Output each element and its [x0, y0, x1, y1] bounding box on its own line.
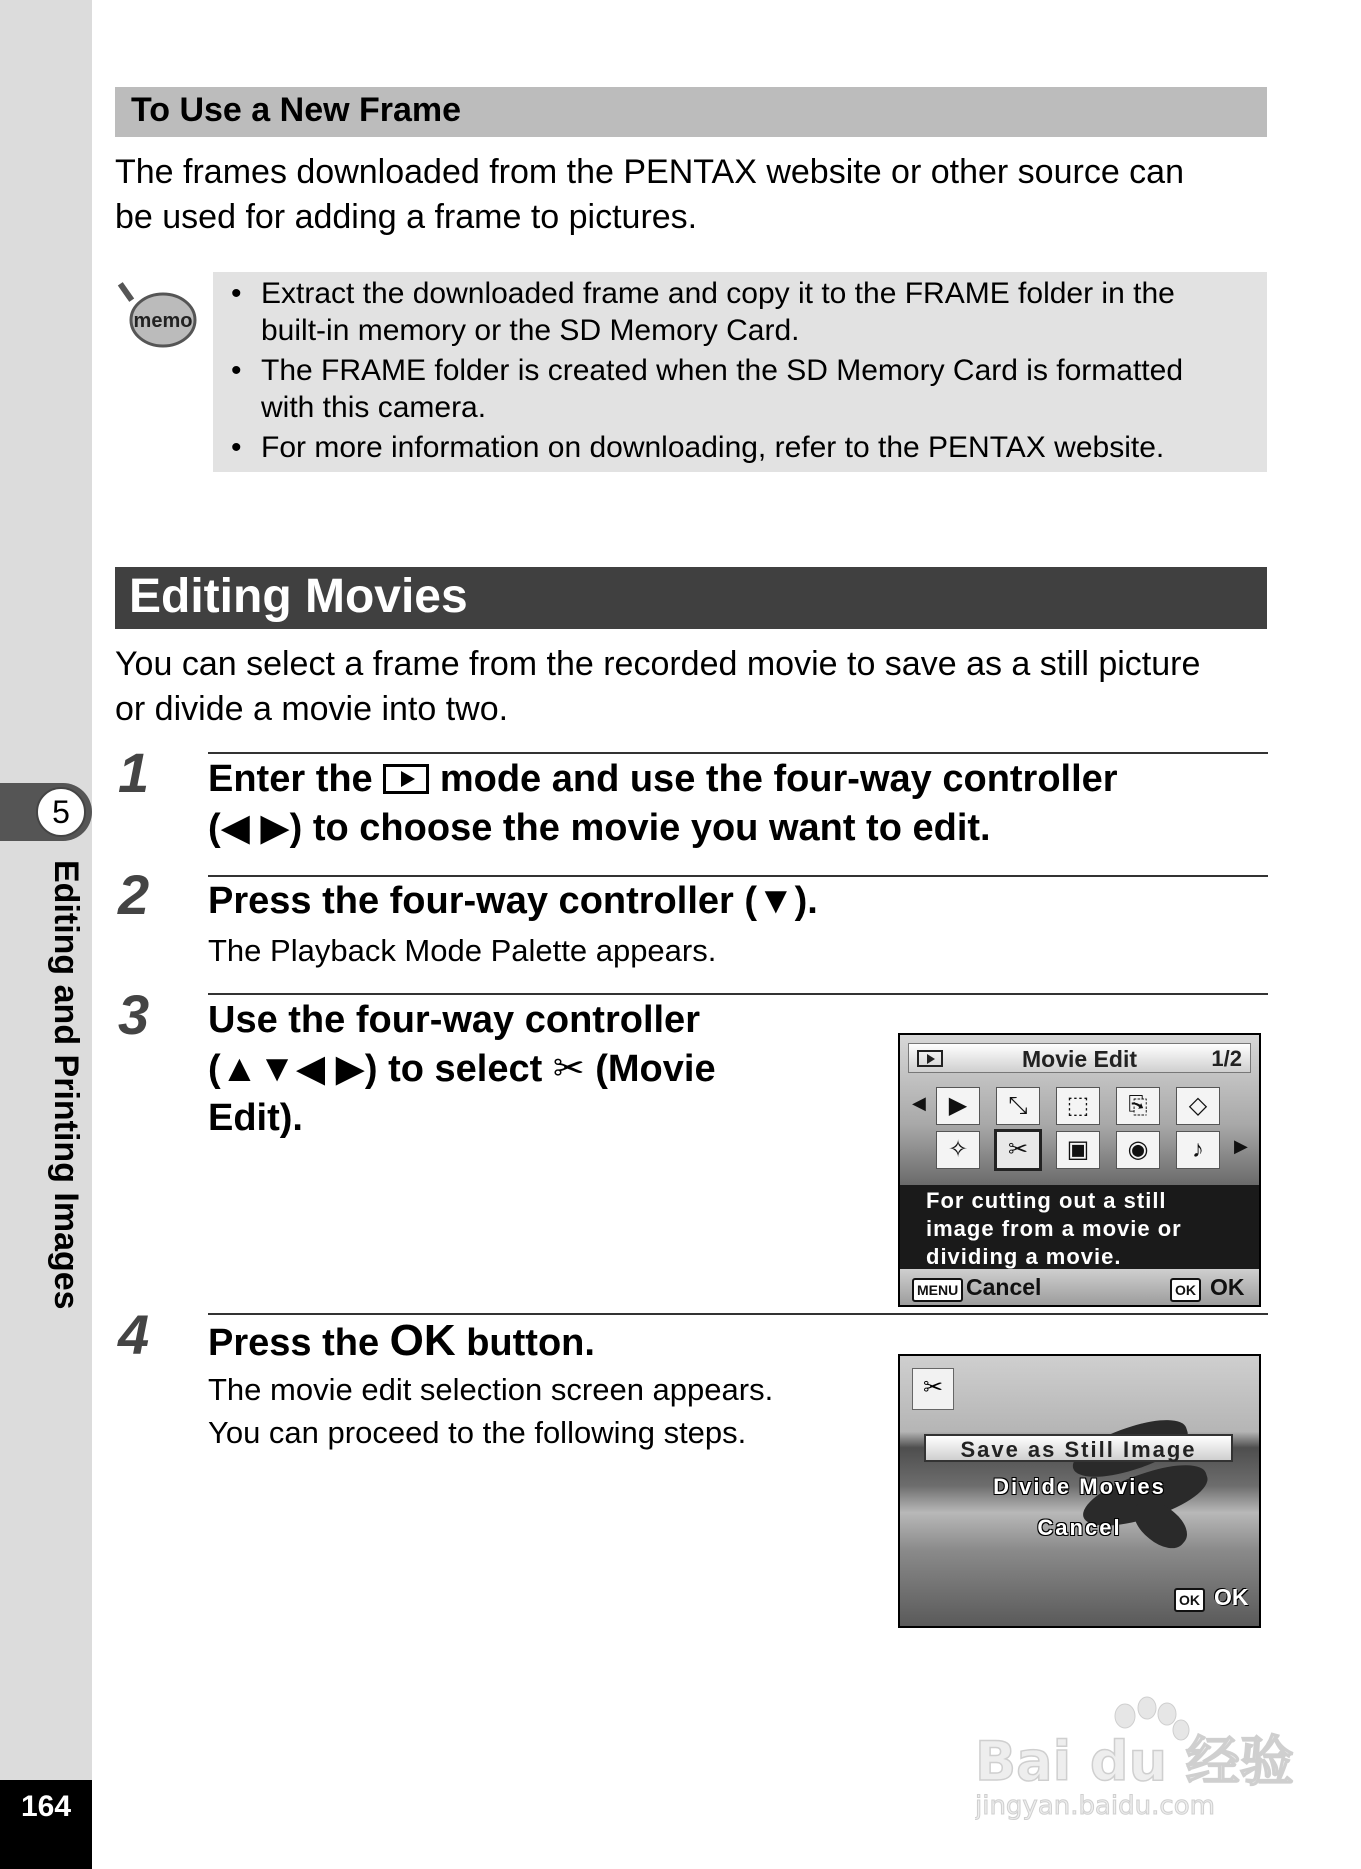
memo-bullet-line: with this camera. [261, 391, 487, 424]
step-4-body [208, 1368, 773, 1454]
rotate-icon[interactable]: ◇ [1176, 1087, 1220, 1125]
movie-edit-icon[interactable]: ✂ [994, 1129, 1042, 1171]
intro-line: be used for adding a frame to pictures. [115, 198, 698, 236]
chapter-title: Editing and Printing Images [47, 860, 85, 1310]
memo-icon-label: memo [133, 310, 193, 332]
memo-box [213, 272, 1267, 472]
step-text: The movie edit selection screen appears. [208, 1372, 774, 1407]
memo-bullet [213, 275, 1267, 349]
copy-protect-icon[interactable]: ⎘ [1116, 1087, 1160, 1125]
step-text: (◀ ▶) to choose the movie you want to edit. [208, 807, 991, 849]
menu-item-cancel[interactable]: Cancel [1037, 1515, 1122, 1540]
ok-label: OK [1214, 1584, 1249, 1610]
step-4-heading [208, 1316, 595, 1368]
editing-movies-intro [115, 642, 1275, 732]
step-text: (▲▼◀ ▶) to select [208, 1048, 543, 1090]
resize-icon[interactable]: ⤡ [996, 1087, 1040, 1125]
left-arrow-icon[interactable]: ◀ [912, 1093, 926, 1113]
step-3-heading [208, 996, 716, 1143]
intro-line: You can select a frame from the recorded movie to save as a still picture [115, 645, 1201, 683]
playback-palette-screen [898, 1033, 1261, 1307]
editing-movies-heading-bar [115, 567, 1267, 629]
movie-edit-selection-screen [898, 1354, 1261, 1628]
step-text: mode and use the four-way controller [439, 758, 1118, 800]
menu-key-badge[interactable]: MENU [912, 1278, 963, 1302]
palette-description-box [900, 1185, 1259, 1269]
memo-bullet [213, 352, 1267, 426]
step-text: Use the four-way controller [208, 999, 700, 1041]
intro-line: or divide a movie into two. [115, 690, 509, 728]
step-divider [208, 993, 1268, 995]
playback-mode-icon [383, 764, 429, 794]
memo-bullet-line: • The FRAME folder is created when the SD Memory Card is formatted [261, 354, 1184, 387]
new-frame-intro [115, 150, 1275, 240]
step-2-heading: Press the four-way controller (▼). [208, 880, 818, 922]
red-eye-icon[interactable]: ◉ [1116, 1131, 1160, 1169]
movie-edit-icon: ✂ [552, 1048, 585, 1090]
memo-icon [117, 280, 197, 350]
ok-key-badge[interactable]: OK [1170, 1278, 1201, 1302]
frame-icon[interactable]: ▣ [1056, 1131, 1100, 1169]
memo-bullet-line: • Extract the downloaded frame and copy it to the FRAME folder in the [261, 277, 1175, 310]
palette-description: For cutting out a still image from a movie or dividing a movie. [926, 1188, 1182, 1269]
ok-key-badge[interactable]: OK [1174, 1588, 1205, 1612]
new-frame-heading: To Use a New Frame [131, 91, 462, 129]
page-number: 164 [20, 1790, 72, 1823]
right-arrow-icon[interactable]: ▶ [1234, 1136, 1248, 1156]
step-text: Enter the [208, 758, 373, 800]
memo-bullet [213, 429, 1267, 466]
step-number: 2 [118, 863, 150, 926]
new-frame-heading-bar [115, 87, 1267, 137]
step-number: 3 [118, 983, 150, 1046]
step-text: You can proceed to the following steps. [208, 1415, 747, 1450]
step-divider [208, 1313, 1268, 1315]
ok-button-glyph: OK [389, 1316, 456, 1365]
crop-icon[interactable]: ⬚ [1056, 1087, 1100, 1125]
step-2-body: The Playback Mode Palette appears. [208, 933, 717, 968]
menu-item-divide-movies[interactable]: Divide Movies [993, 1474, 1166, 1499]
step-divider [208, 752, 1268, 754]
step-text: (Movie [595, 1048, 716, 1090]
movie-edit-icon: ✂ [912, 1368, 954, 1410]
step-number: 4 [118, 1303, 150, 1366]
filter-icon[interactable]: ✧ [936, 1131, 980, 1169]
watermark-line2: jingyan.baidu.com [975, 1791, 1215, 1820]
step-text: Press the [208, 1322, 380, 1364]
editing-movies-heading: Editing Movies [129, 570, 468, 623]
palette-title: Movie Edit [1021, 1046, 1137, 1072]
cancel-label: Cancel [966, 1274, 1042, 1300]
ok-label: OK [1210, 1274, 1245, 1300]
memo-bullet-line: • For more information on downloading, refer to the PENTAX website. [261, 431, 1165, 464]
step-1-heading [208, 755, 1118, 853]
palette-footer [900, 1269, 1259, 1307]
step-text: button. [466, 1322, 595, 1364]
step-number: 1 [118, 741, 150, 804]
step-text: Edit). [208, 1097, 303, 1139]
palette-page: 1/2 [1211, 1046, 1242, 1071]
baidu-watermark [975, 1690, 1305, 1820]
voice-memo-icon[interactable]: ♪ [1176, 1131, 1220, 1169]
palette-title-bar [908, 1043, 1251, 1073]
menu-item-save-still[interactable]: Save as Still Image [924, 1434, 1233, 1462]
intro-line: The frames downloaded from the PENTAX website or other source can [115, 153, 1184, 191]
memo-bullet-line: built-in memory or the SD Memory Card. [261, 314, 800, 347]
watermark-line1: Bai du 经验 [975, 1730, 1294, 1793]
chapter-number: 5 [36, 787, 86, 837]
play-icon[interactable]: ▶ [936, 1087, 980, 1125]
